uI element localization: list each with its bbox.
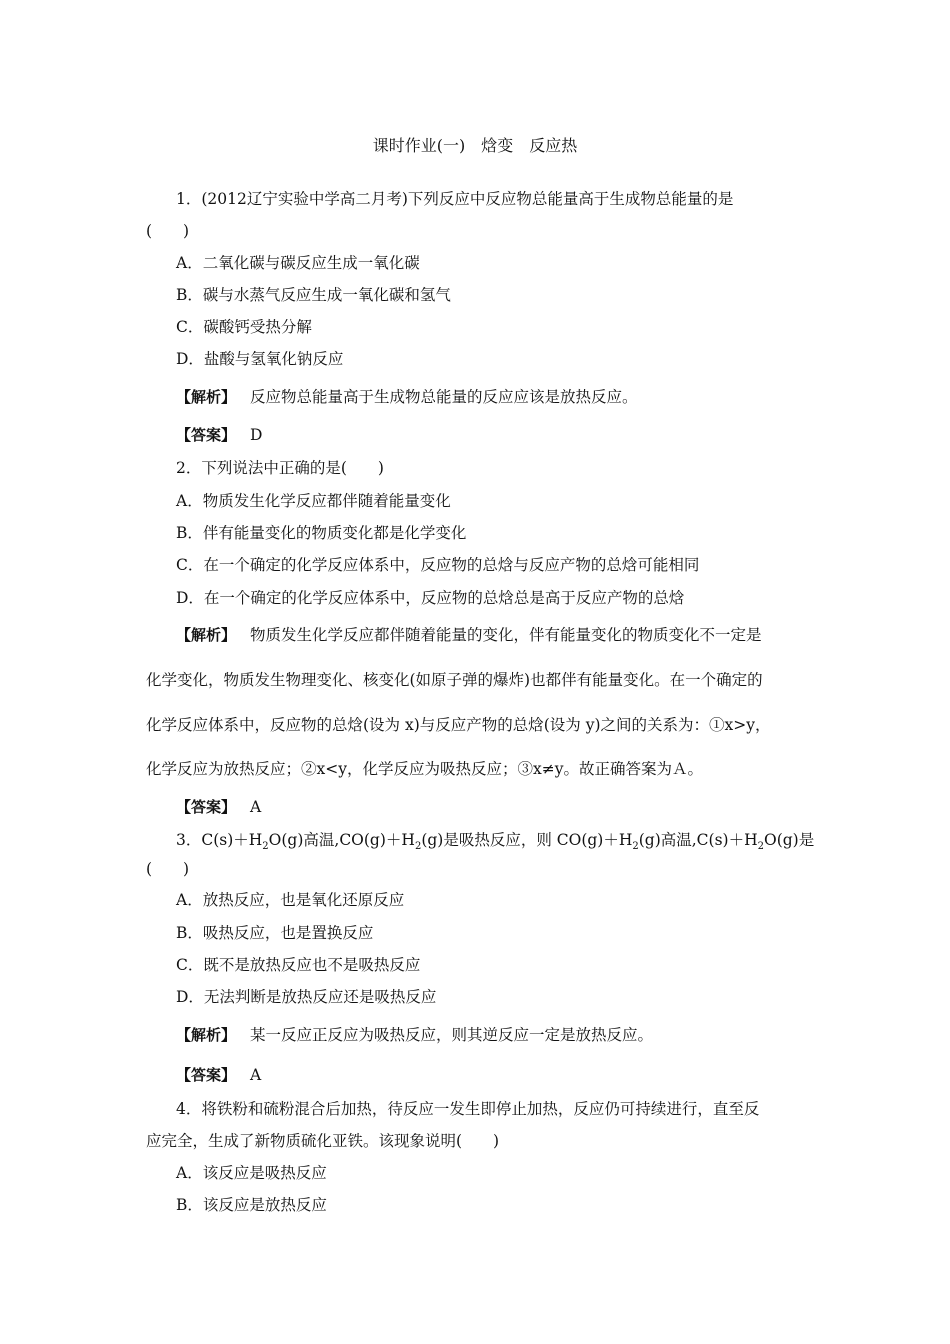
q3-option-c: C．既不是放热反应也不是吸热反应	[176, 956, 421, 974]
q1-option-b: B．碳与水蒸气反应生成一氧化碳和氢气	[176, 286, 451, 304]
q2-analysis-line3: 化学反应体系中，反应物的总焓(设为 x)与反应产物的总焓(设为 y)之间的关系为：①x>y，	[146, 716, 771, 734]
answer-text: A	[250, 798, 262, 816]
q2-analysis-line1	[176, 628, 762, 644]
q1-option-c: C．碳酸钙受热分解	[176, 318, 312, 336]
q2-stem: 2．下列说法中正确的是( )	[176, 459, 384, 477]
q3-answer	[176, 1068, 261, 1084]
answer-label: 【答案】	[176, 426, 237, 444]
q3-option-a: A．放热反应，也是氧化还原反应	[176, 891, 405, 909]
q2-analysis-line4: 化学反应为放热反应；②x<y，化学反应为吸热反应；③x≠y。故正确答案为Ａ。	[146, 760, 703, 778]
q2-answer	[176, 800, 261, 816]
q1-option-d: D．盐酸与氢氧化钠反应	[176, 350, 344, 368]
q3-stem-part: 3．C(s)＋H	[176, 831, 263, 849]
subscript: 2	[414, 841, 422, 852]
q1-analysis	[176, 390, 638, 406]
q3-stem-line2: ( )	[146, 860, 190, 878]
analysis-text: 某一反应正反应为吸热反应，则其逆反应一定是放热反应。	[250, 1026, 654, 1044]
answer-label: 【答案】	[176, 1066, 237, 1084]
subscript: 2	[757, 841, 764, 852]
q2-analysis-line2: 化学变化，物质发生物理变化、核变化(如原子弹的爆炸)也都伴有能量变化。在一个确定的	[146, 671, 763, 689]
answer-text: A	[250, 1066, 262, 1084]
q2-option-d: D．在一个确定的化学反应体系中，反应物的总焓总是高于反应产物的总焓	[176, 589, 685, 607]
answer-text: D	[250, 426, 263, 444]
q3-option-b: B．吸热反应，也是置换反应	[176, 924, 374, 942]
q3-stem-part: O(g)是	[763, 831, 815, 849]
q3-stem-part: (g)是吸热反应，则 CO(g)＋H	[421, 831, 633, 849]
q4-option-a: A．该反应是吸热反应	[176, 1164, 327, 1182]
q1-stem-line1: 1．(2012辽宁实验中学高二月考)下列反应中反应物总能量高于生成物总能量的是	[176, 190, 734, 208]
q1-option-a: A．二氧化碳与碳反应生成一氧化碳	[176, 254, 420, 272]
q2-option-c: C．在一个确定的化学反应体系中，反应物的总焓与反应产物的总焓可能相同	[176, 556, 700, 574]
q3-stem-line1	[176, 831, 815, 852]
analysis-label: 【解析】	[176, 626, 237, 644]
answer-label: 【答案】	[176, 798, 237, 816]
q3-stem-part: O(g)高温,CO(g)＋H	[268, 831, 415, 849]
q2-option-b: B．伴有能量变化的物质变化都是化学变化	[176, 524, 467, 542]
analysis-text: 反应物总能量高于生成物总能量的反应应该是放热反应。	[250, 388, 638, 406]
analysis-text: 物质发生化学反应都伴随着能量的变化，伴有能量变化的物质变化不一定是	[250, 626, 762, 644]
q4-option-b: B．该反应是放热反应	[176, 1196, 327, 1214]
subscript: 2	[262, 841, 269, 852]
q4-stem-line2: 应完全，生成了新物质硫化亚铁。该现象说明( )	[146, 1132, 500, 1150]
q3-analysis	[176, 1028, 653, 1044]
q1-stem-line2: ( )	[146, 222, 190, 240]
q1-answer	[176, 428, 262, 444]
q3-option-d: D．无法判断是放热反应还是吸热反应	[176, 988, 437, 1006]
subscript: 2	[632, 841, 639, 852]
q2-option-a: A．物质发生化学反应都伴随着能量变化	[176, 492, 451, 510]
q4-stem-line1: 4．将铁粉和硫粉混合后加热，待反应一发生即停止加热，反应仍可持续进行，直至反	[176, 1100, 760, 1118]
analysis-label: 【解析】	[176, 388, 237, 406]
q3-stem-part: (g)高温,C(s)＋H	[638, 831, 758, 849]
page-title: 课时作业(一) 焓变 反应热	[372, 136, 578, 155]
analysis-label: 【解析】	[176, 1026, 237, 1044]
